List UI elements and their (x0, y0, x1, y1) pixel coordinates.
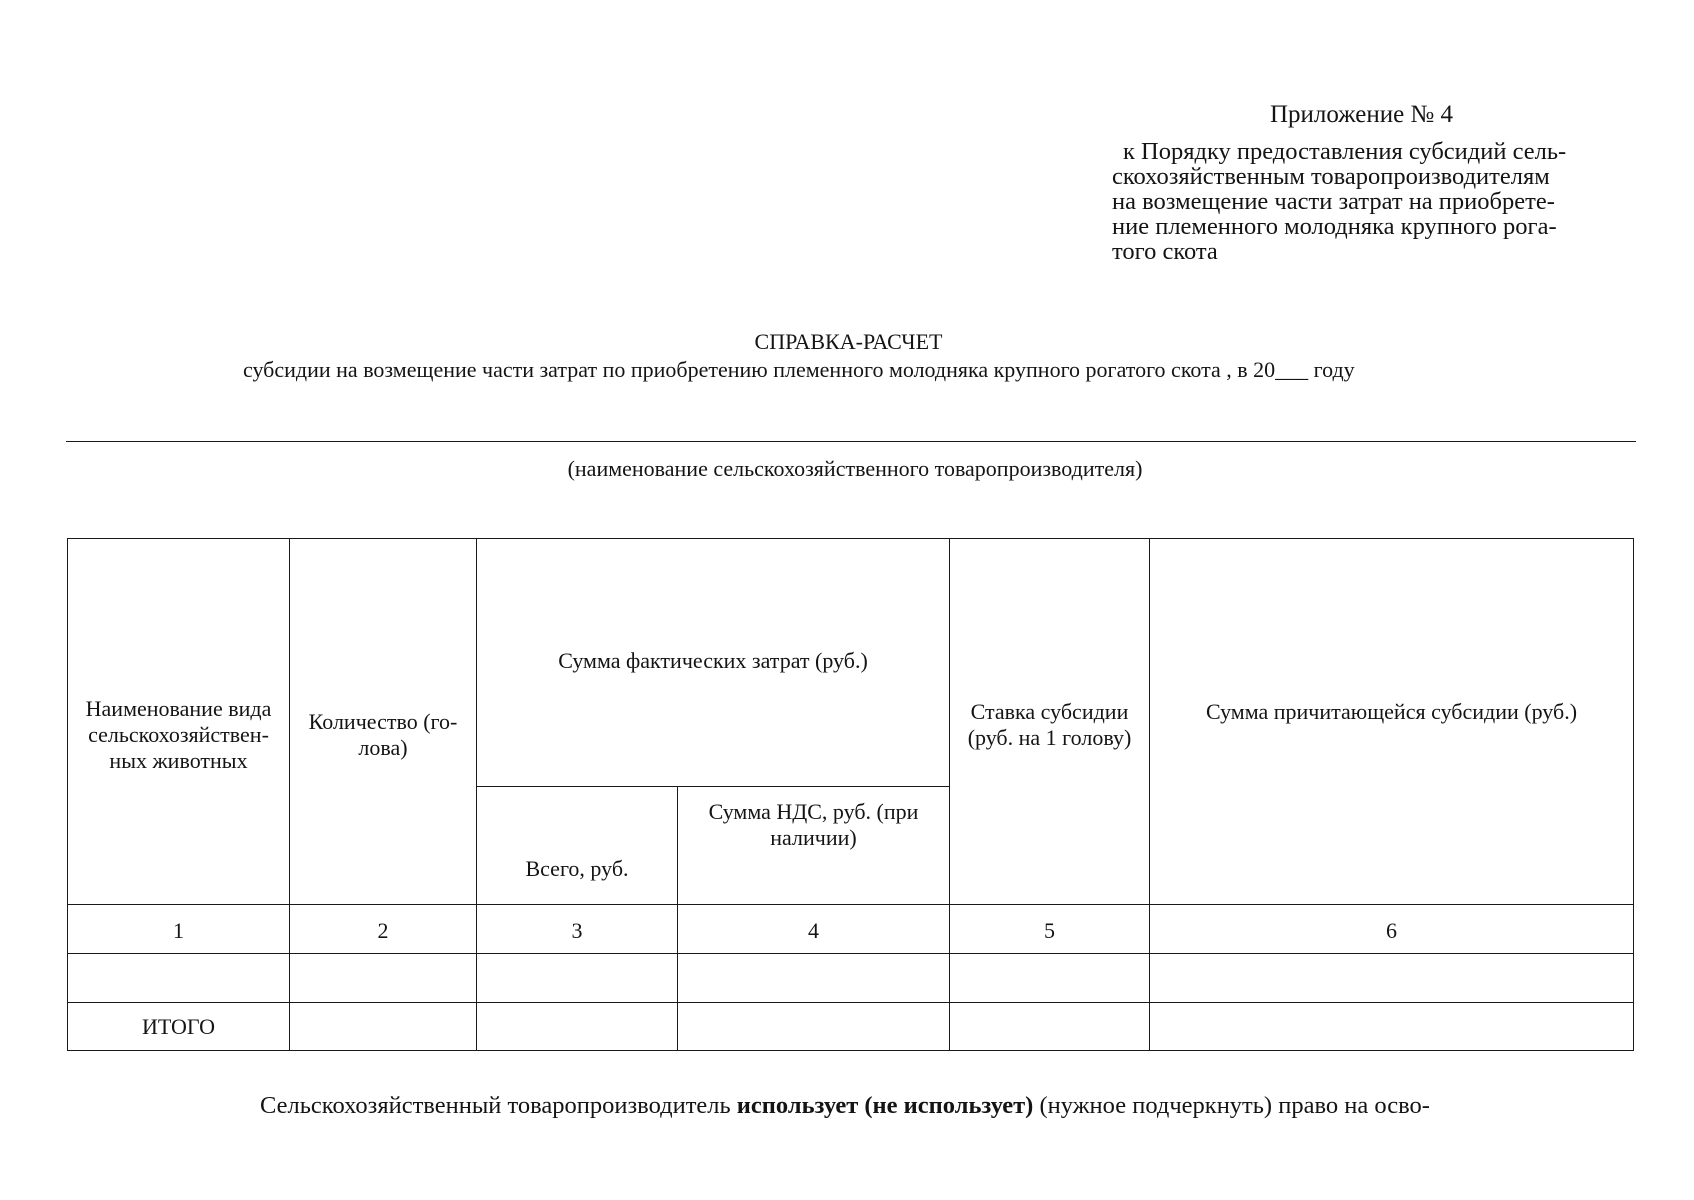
header-animal-type: Наименование вида сельскохозяйствен-ных животных (68, 539, 290, 905)
header-subsidy-due: Сумма причитающейся субсидии (руб.) (1150, 539, 1634, 905)
table-header-row (68, 539, 1634, 787)
table-row (68, 954, 1634, 1003)
appendix-number-title: Приложение № 4 (1270, 101, 1454, 128)
appendix-line: ние племенного молодняка крупного рога- (1112, 213, 1557, 240)
table-cell (678, 954, 950, 1003)
footer-text-start: Сельскохозяйственный товаропроизводитель (260, 1092, 737, 1119)
producer-name-caption: (наименование сельскохозяйственного товаропроизводителя) (567, 456, 1143, 481)
table-cell (950, 1003, 1150, 1051)
total-label: ИТОГО (68, 1003, 290, 1051)
appendix-line: к Порядку предоставления субсидий сель- (1123, 138, 1567, 165)
column-number: 4 (678, 905, 950, 954)
table-cell (68, 954, 290, 1003)
table-cell (1150, 954, 1634, 1003)
appendix-line: того скота (1112, 238, 1218, 265)
table-cell (1150, 1003, 1634, 1051)
header-actual-costs: Сумма фактических затрат (руб.) (477, 539, 950, 787)
table-cell (950, 954, 1150, 1003)
header-total-rub: Всего, руб. (477, 787, 678, 905)
table-cell (477, 1003, 678, 1051)
appendix-reference-text (1112, 139, 1632, 264)
column-number-row (68, 905, 1634, 954)
table-cell (290, 1003, 477, 1051)
table-cell (678, 1003, 950, 1051)
column-number: 1 (68, 905, 290, 954)
footer-text-end: (нужное подчеркнуть) право на осво- (1033, 1092, 1430, 1119)
appendix-line: на возмещение части затрат на приобрете- (1112, 188, 1555, 215)
footer-usage-choice: использует (не использует) (736, 1092, 1034, 1119)
column-number: 5 (950, 905, 1150, 954)
header-quantity: Количество (го-лова) (290, 539, 477, 905)
document-subtitle: субсидии на возмещение части затрат по приобретению племенного молодняка крупного рогатого скота , в 20___ году (243, 357, 1355, 382)
subsidy-calculation-table (67, 538, 1634, 1051)
document-title: СПРАВКА-РАСЧЕТ (754, 329, 943, 354)
header-subsidy-rate: Ставка субсидии (руб. на 1 голову) (950, 539, 1150, 905)
producer-name-line (66, 441, 1636, 442)
header-vat: Сумма НДС, руб. (при наличии) (678, 787, 950, 905)
total-row (68, 1003, 1634, 1051)
table-cell (290, 954, 477, 1003)
column-number: 6 (1150, 905, 1634, 954)
appendix-line: скохозяйственным товаропроизводителям (1112, 163, 1550, 190)
footer-paragraph (260, 1091, 1430, 1121)
column-number: 3 (477, 905, 678, 954)
table-cell (477, 954, 678, 1003)
column-number: 2 (290, 905, 477, 954)
